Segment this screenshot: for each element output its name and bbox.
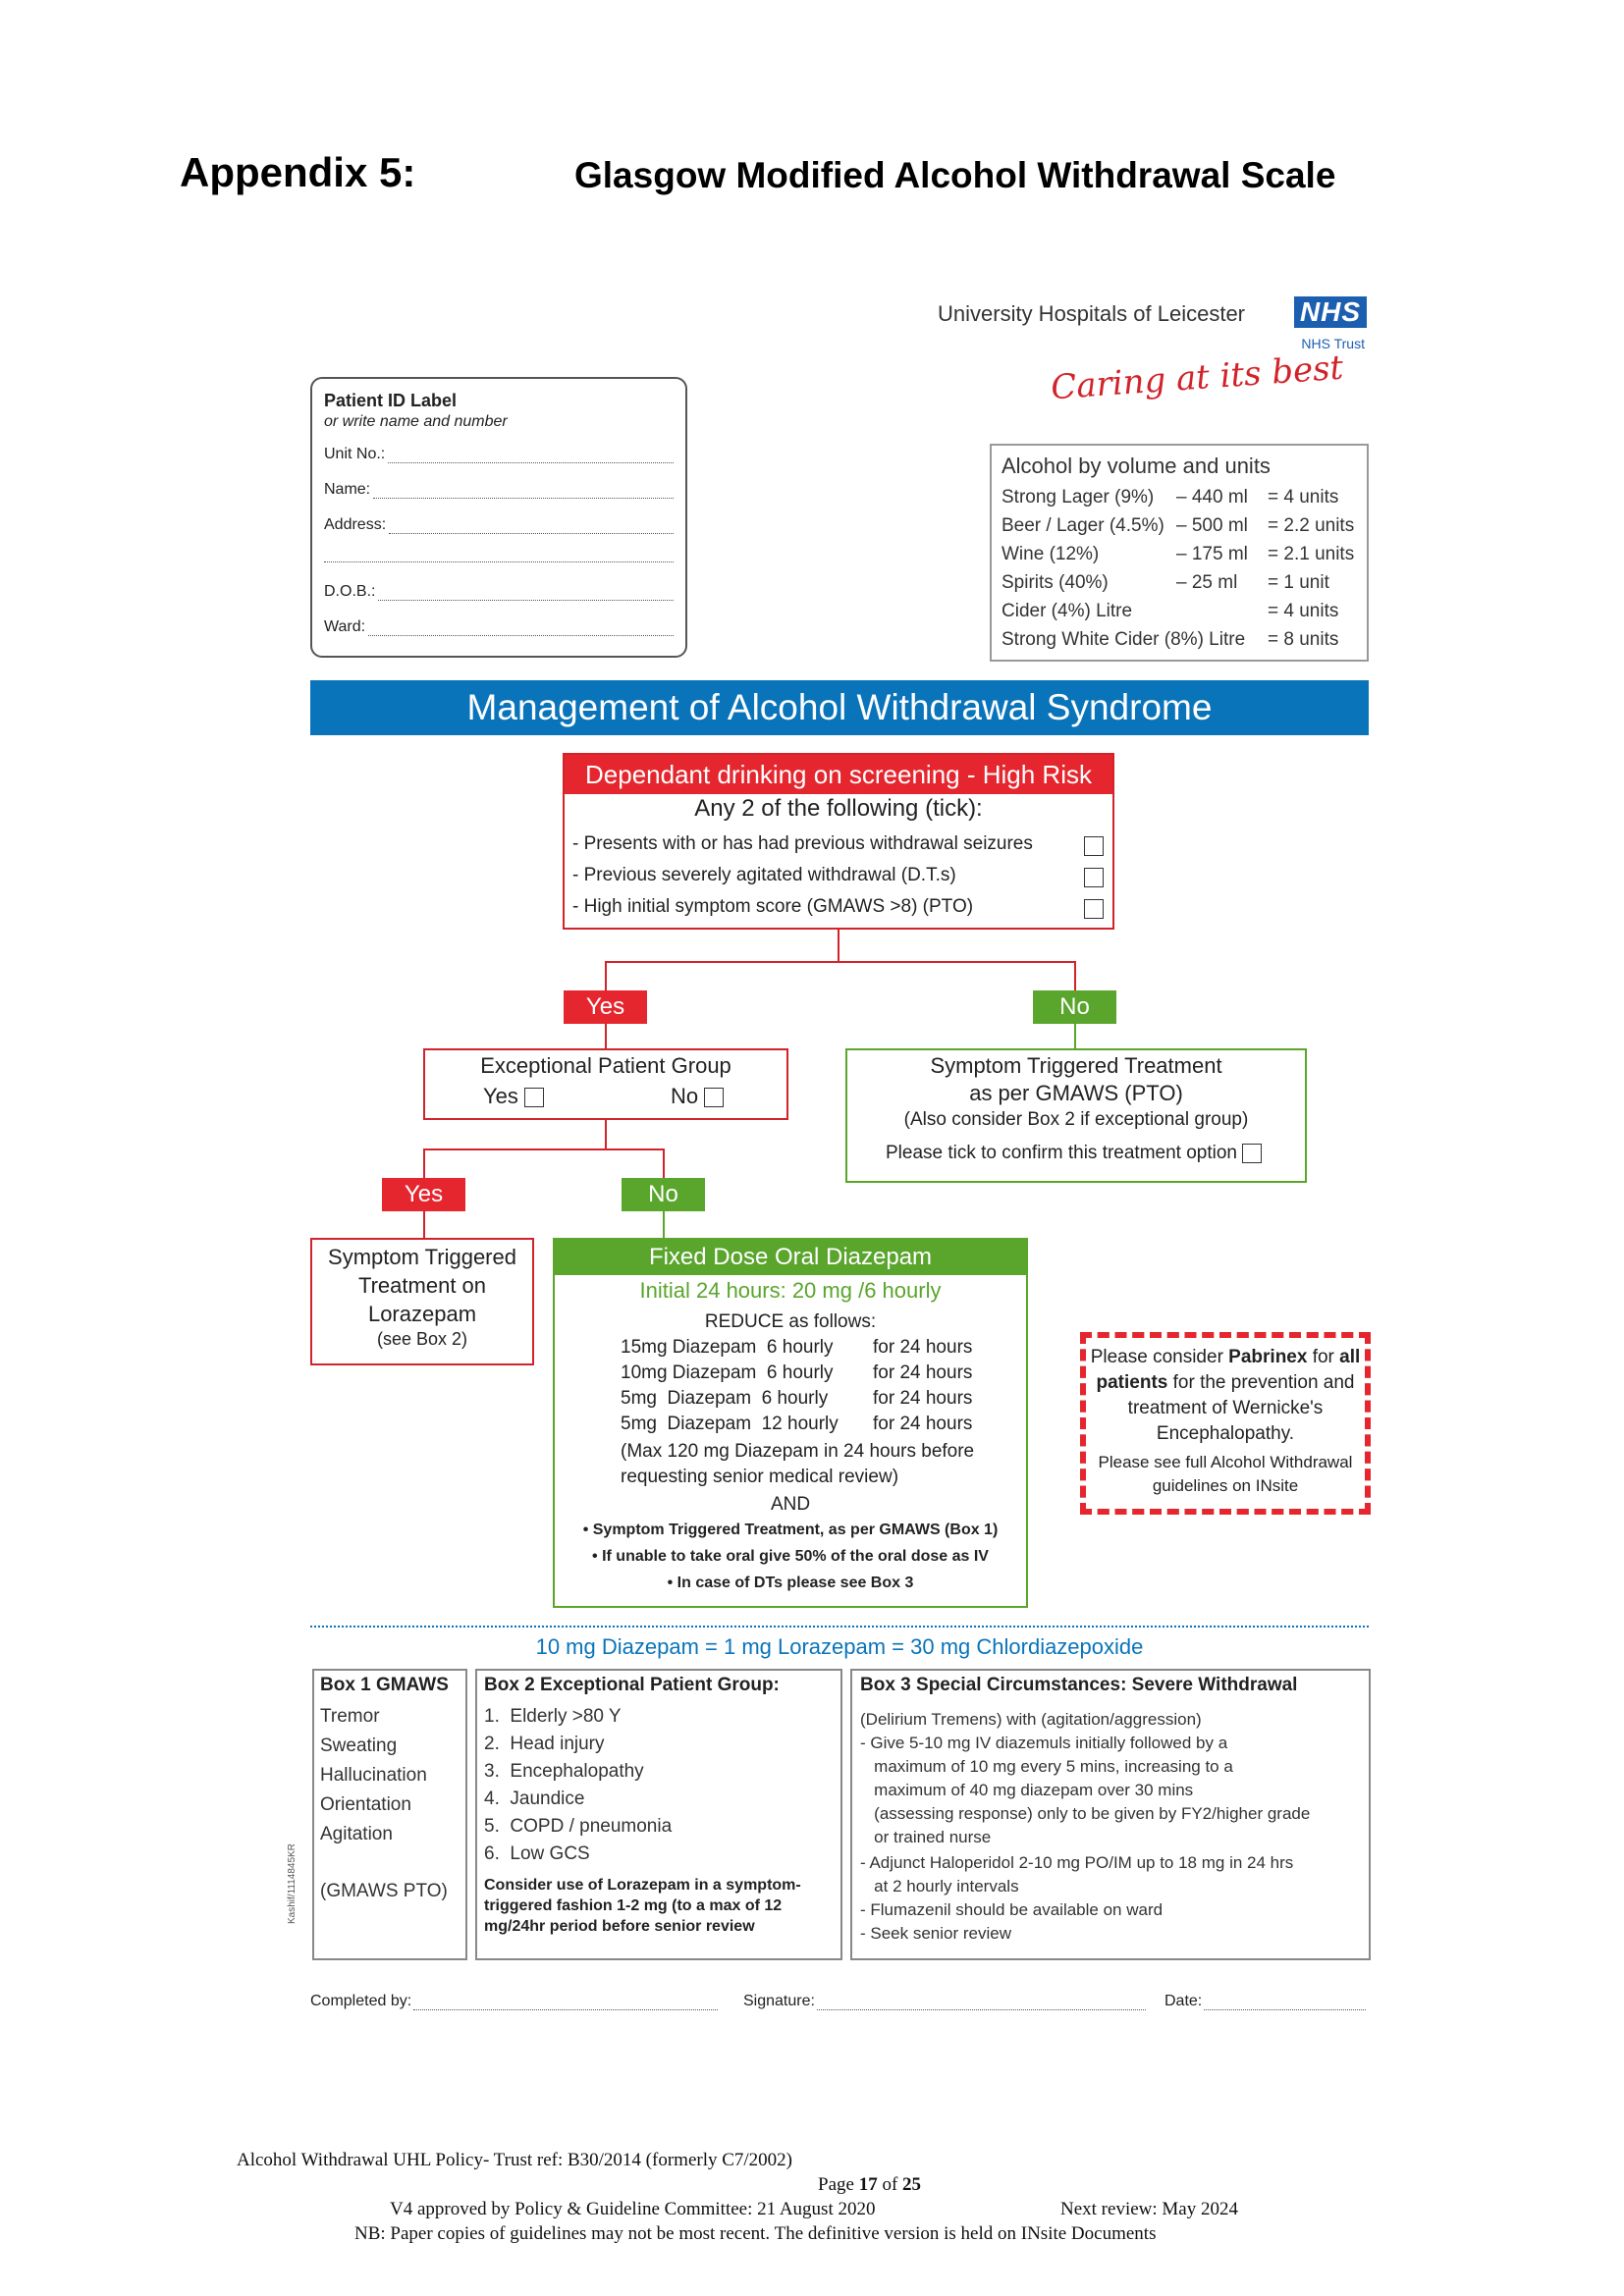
dose-row: 5mg Diazepam 6 hourly for 24 hours (621, 1388, 973, 1409)
units-row: Strong White Cider (8%) Litre = 8 units (1001, 628, 1339, 650)
risk-criterion: - High initial symptom score (GMAWS >8) (PTO) (572, 896, 974, 917)
high-risk-subtitle: Any 2 of the following (tick): (694, 795, 983, 822)
yes-label: Yes (564, 990, 647, 1024)
connector-line (605, 961, 1076, 963)
box1-item: Hallucination (320, 1765, 427, 1786)
dose-row: 15mg Diazepam 6 hourly for 24 hours (621, 1337, 973, 1358)
date-field[interactable]: Date: (1164, 1993, 1366, 2010)
fixed-dose-header: Fixed Dose Oral Diazepam (555, 1240, 1026, 1275)
units-title: Alcohol by volume and units (1001, 454, 1271, 478)
unit-no-field[interactable]: Unit No.: (324, 446, 674, 463)
footer-approved: V4 approved by Policy & Guideline Committee: 21 August 2020 (390, 2199, 876, 2219)
exceptional-group-title: Exceptional Patient Group (480, 1053, 731, 1078)
name-field[interactable]: Name: (324, 481, 674, 499)
dose-row: 10mg Diazepam 6 hourly for 24 hours (621, 1362, 973, 1383)
box2-item: 2. Head injury (484, 1734, 605, 1754)
risk-criterion: - Previous severely agitated withdrawal (D.T.s) (572, 865, 956, 885)
box2-item: 5. COPD / pneumonia (484, 1816, 673, 1837)
flowchart-banner: Management of Alcohol Withdrawal Syndrome (310, 680, 1369, 735)
completed-by-field[interactable]: Completed by: (310, 1993, 718, 2010)
connector-line (423, 1211, 425, 1238)
box2-item: 1. Elderly >80 Y (484, 1706, 622, 1727)
symptom-triggered-line2: as per GMAWS (PTO) (969, 1081, 1183, 1105)
form-code: Kashif/1114845KR (287, 1843, 298, 1924)
address-field-line2[interactable] (324, 548, 674, 562)
exceptional-no-checkbox[interactable] (704, 1088, 724, 1107)
yes-label: Yes (382, 1178, 465, 1211)
footer-review: Next review: May 2024 (1060, 2199, 1238, 2219)
footer-policy: Alcohol Withdrawal UHL Policy- Trust ref: B30/2014 (formerly C7/2002) (237, 2150, 793, 2170)
footer-nb: NB: Paper copies of guidelines may not be most recent. The definitive version is held on INsite Documents (354, 2223, 1157, 2244)
patient-label-title: Patient ID Label (324, 391, 458, 410)
box3-line: (assessing response) only to be given by FY2/higher grade (860, 1804, 1311, 1823)
connector-line (605, 1120, 607, 1149)
exceptional-yes: Yes (483, 1084, 544, 1109)
trust-name: University Hospitals of Leicester (938, 301, 1246, 326)
footer-page: Page 17 of 25 (818, 2174, 922, 2195)
high-risk-header: Dependant drinking on screening - High Risk (565, 755, 1112, 794)
patient-id-label (310, 377, 687, 658)
fixed-dose-and: AND (770, 1494, 811, 1515)
box3-line: maximum of 10 mg every 5 mins, increasing to a (860, 1757, 1233, 1776)
box3-line: (Delirium Tremens) with (agitation/aggression) (860, 1710, 1202, 1729)
units-row: Spirits (40%) – 25 ml = 1 unit (1001, 571, 1329, 593)
dts-checkbox[interactable] (1084, 868, 1104, 887)
nhs-logo: NHS (1294, 296, 1367, 328)
box2-item: 6. Low GCS (484, 1843, 590, 1864)
units-row: Beer / Lager (4.5%) – 500 ml = 2.2 units (1001, 514, 1355, 536)
fixed-dose-reduce: REDUCE as follows: (704, 1311, 877, 1332)
box2-item: 3. Encephalopathy (484, 1761, 644, 1782)
units-row: Wine (12%) – 175 ml = 2.1 units (1001, 543, 1355, 564)
address-field[interactable]: Address: (324, 516, 674, 534)
box3-line: - Flumazenil should be available on ward (860, 1900, 1164, 1919)
fixed-dose-bullet: • If unable to take oral give 50% of the oral dose as IV (592, 1548, 989, 1565)
seizures-checkbox[interactable] (1084, 836, 1104, 856)
connector-line (1074, 1024, 1076, 1048)
box1-item: Sweating (320, 1735, 398, 1756)
box1-item: Orientation (320, 1794, 411, 1815)
connector-line (1074, 961, 1076, 990)
box2-item: 4. Jaundice (484, 1789, 585, 1809)
connector-line (423, 1148, 425, 1178)
alcohol-units-table (990, 444, 1369, 662)
fixed-dose-max: (Max 120 mg Diazepam in 24 hours before requesting senior medical review) (621, 1441, 975, 1487)
box1-note: (GMAWS PTO) (320, 1881, 448, 1901)
box3-line: - Seek senior review (860, 1924, 1012, 1943)
pabrinex-see: Please see full Alcohol Withdrawal guidelines on INsite (1098, 1453, 1353, 1495)
box3-title: Box 3 Special Circumstances: Severe Withdrawal (860, 1675, 1298, 1695)
connector-line (663, 1211, 665, 1238)
fixed-dose-bullet: • In case of DTs please see Box 3 (667, 1575, 914, 1591)
dob-field[interactable]: D.O.B.: (324, 583, 674, 601)
box1-item: Agitation (320, 1824, 393, 1844)
fixed-dose-initial: Initial 24 hours: 20 mg /6 hourly (639, 1278, 942, 1303)
box3-line: - Adjunct Haloperidol 2-10 mg PO/IM up to 18 mg in 24 hrs (860, 1853, 1294, 1872)
connector-line (605, 1024, 607, 1048)
box2-title: Box 2 Exceptional Patient Group: (484, 1675, 780, 1695)
ward-field[interactable]: Ward: (324, 618, 674, 636)
box3-line: at 2 hourly intervals (860, 1877, 1019, 1896)
page-title: Glasgow Modified Alcohol Withdrawal Scale (574, 155, 1336, 195)
exceptional-yes-checkbox[interactable] (524, 1088, 544, 1107)
lorazepam-note: (see Box 2) (376, 1329, 468, 1349)
dotted-divider (310, 1626, 1369, 1628)
no-label: No (622, 1178, 705, 1211)
units-row: Cider (4%) Litre = 4 units (1001, 600, 1339, 621)
box1-title: Box 1 GMAWS (320, 1675, 449, 1695)
nhs-trust-label: NHS Trust (1301, 336, 1365, 351)
confirm-treatment-checkbox[interactable] (1242, 1144, 1262, 1163)
appendix-number: Appendix 5: (180, 149, 416, 195)
connector-line (423, 1148, 664, 1150)
connector-line (838, 930, 839, 962)
lorazepam-text: Symptom Triggered Treatment on Lorazepam (328, 1245, 516, 1326)
box3-line: or trained nurse (860, 1828, 992, 1846)
exceptional-no: No (671, 1084, 724, 1109)
dose-row: 5mg Diazepam 12 hourly for 24 hours (621, 1414, 973, 1434)
box2-note: Consider use of Lorazepam in a symptom-triggered fashion 1-2 mg (to a max of 12 mg/24hr period before senior review (484, 1877, 801, 1935)
signature-field[interactable]: Signature: (743, 1993, 1146, 2010)
gmaws-score-checkbox[interactable] (1084, 899, 1104, 919)
trust-slogan: Caring at its best (1049, 347, 1345, 408)
units-row: Strong Lager (9%) – 440 ml = 4 units (1001, 486, 1339, 507)
symptom-triggered-line3: (Also consider Box 2 if exceptional group) (903, 1109, 1249, 1130)
pabrinex-text: Please consider Pabrinex for all patients for the prevention and treatment of Wernicke's Encephalopathy. (1090, 1347, 1361, 1444)
dose-conversion: 10 mg Diazepam = 1 mg Lorazepam = 30 mg Chlordiazepoxide (535, 1634, 1144, 1659)
risk-criterion: - Presents with or has had previous withdrawal seizures (572, 833, 1033, 854)
patient-label-subtitle: or write name and number (324, 413, 508, 430)
box1-item: Tremor (320, 1706, 380, 1727)
connector-line (605, 961, 607, 990)
box3-line: maximum of 40 mg diazepam over 30 mins (860, 1781, 1194, 1799)
no-label: No (1033, 990, 1116, 1024)
confirm-treatment: Please tick to confirm this treatment option (886, 1143, 1262, 1164)
fixed-dose-bullet: • Symptom Triggered Treatment, as per GMAWS (Box 1) (582, 1522, 999, 1538)
symptom-triggered-line1: Symptom Triggered Treatment (930, 1053, 1222, 1078)
box3-line: - Give 5-10 mg IV diazemuls initially followed by a (860, 1734, 1228, 1752)
connector-line (663, 1148, 665, 1178)
